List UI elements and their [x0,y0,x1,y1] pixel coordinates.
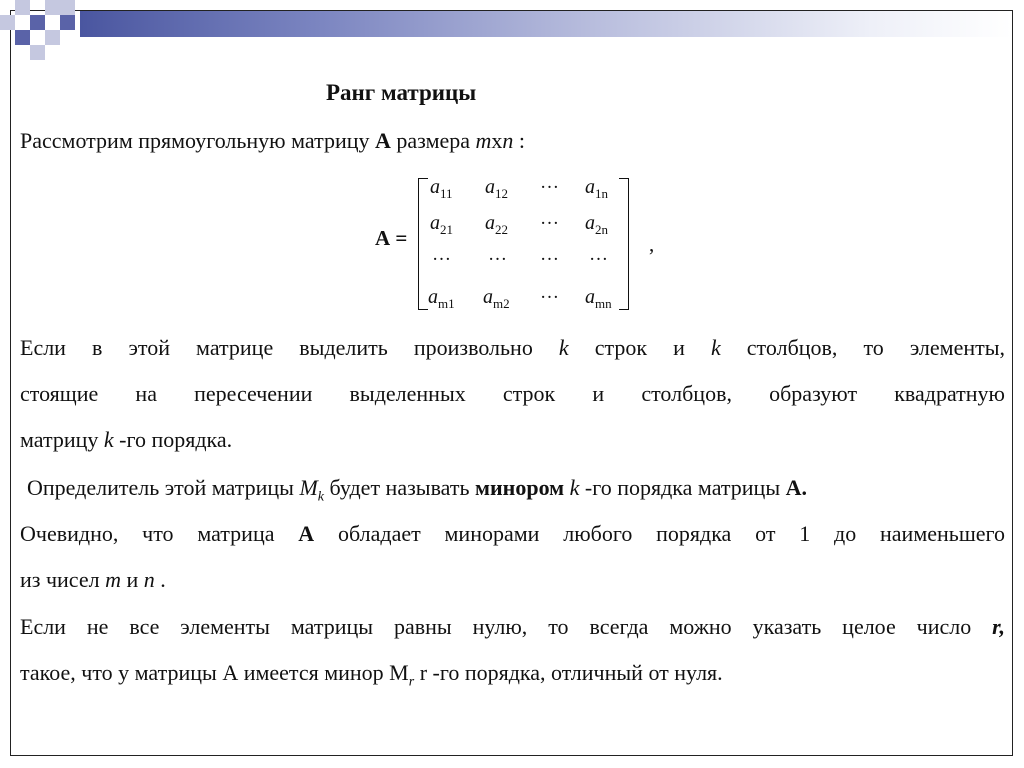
matrix-cell: $a_{12}$ [485,176,508,201]
deco-square [0,15,15,30]
slide-title: Ранг матрицы [326,80,477,105]
text-span: обладает минорами любого порядка от 1 до наименьшего [337,521,1005,546]
matrix-symbol: А [375,128,391,153]
matrix-cell: $a_{mn}$ [585,286,612,311]
matrix-cell: $a_{1n}$ [585,176,608,201]
matrix-cell: $a_{22}$ [485,212,508,237]
matrix-dots: … [432,244,451,265]
matrix-symbol: А. [785,475,807,500]
matrix-cell: $a_{11}$ [430,176,453,201]
text-span: . [160,567,166,592]
minor-symbol: M [299,475,318,500]
n-var: n [143,567,155,592]
left-bracket [418,178,428,310]
para1-line1 [20,335,1005,361]
text-span: Определитель этой матрицы [27,475,294,500]
k-var: k [103,427,114,452]
text-span: из чисел [20,567,100,592]
text-span: матрицу [20,427,99,452]
para3-line1 [20,614,1005,640]
matrix-cell: $a_{2n}$ [585,212,608,237]
matrix-dots: … [488,244,507,265]
r-subscript: r [408,674,415,690]
text-span: -го порядка матрицы [584,475,781,500]
para2-line1 [27,475,807,505]
text-span: столбцов, то элементы, [746,335,1006,360]
para2-line2 [20,521,1005,547]
right-bracket [619,178,629,310]
matrix-cell: $a_{m2}$ [483,286,510,311]
text-span: Очевидно, что матрица [20,521,275,546]
matrix-cell: $a_{m1}$ [428,286,455,311]
colon: : [518,128,526,153]
x-sign: x [491,128,503,153]
text-span: -го порядка. [119,427,233,452]
text-span: Если в этой матрице выделить произвольно [20,335,533,360]
matrix-cell: $a_{21}$ [430,212,453,237]
text-span: Если не все элементы матрицы равны нулю, то всегда можно указать целое число [20,614,972,639]
para3-line2 [20,660,723,690]
deco-square [60,0,75,15]
text-span: и [126,567,139,592]
decorative-squares [0,0,80,60]
intro-line [20,128,525,154]
matrix-dots: … [540,172,559,193]
size-word: размера [396,128,471,153]
m-var: m [475,128,492,153]
deco-square [15,30,30,45]
deco-square [30,15,45,30]
deco-square [30,45,45,60]
matrix-formula [375,172,675,312]
deco-square [45,30,60,45]
matrix-dots: … [540,208,559,229]
deco-square [45,0,60,15]
n-var: n [502,128,514,153]
intro-text: Рассмотрим прямоугольную матрицу [20,128,370,153]
matrix-dots: … [540,282,559,303]
para1-line2: стоящие на пересечении выделенных строк и столбцов, образуют квадратную [20,381,1005,406]
k-var: k [710,335,721,360]
para1-line3 [20,427,232,453]
matrix-dots: … [589,244,608,265]
matrix-symbol: А [298,521,315,546]
text-span: строк и [594,335,685,360]
text-span: будет называть [329,475,470,500]
r-var: r, [992,614,1005,639]
matrix-dots: … [540,244,559,265]
deco-square [15,0,30,15]
k-var: k [558,335,569,360]
para2-line3 [20,567,166,593]
m-var: m [105,567,121,592]
k-var: k [569,475,580,500]
minor-subscript: k [317,489,325,505]
matrix-lhs: А = [375,226,408,250]
header-gradient-bar [80,11,1012,37]
matrix-comma: , [649,232,655,256]
text-span: r -го порядка, отличный от нуля. [419,660,723,685]
text-span: такое, что у матрицы А имеется минор М [20,660,409,685]
minor-term: минором [475,475,565,500]
deco-square [60,15,75,30]
